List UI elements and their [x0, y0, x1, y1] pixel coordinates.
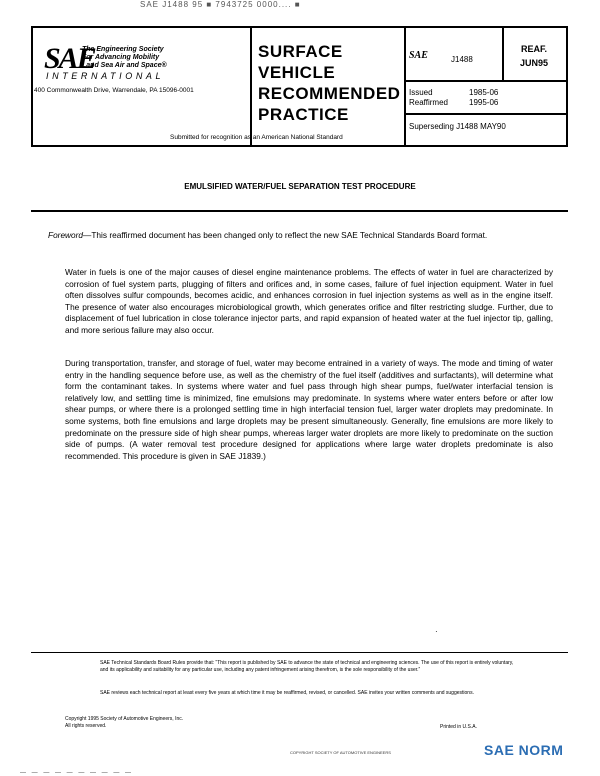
paragraph: Water in fuels is one of the major causes of diesel engine maintenance problems. The effects of water in fuel are characterized by corrosion of fuel system parts, plugging of filters and orifices and, in some cases, failure of fuel injection equipment. Water in fuel often dissolves sulfur compounds, becomes acidic, and enhances corrosion in fuel injection systems as well as in the engine itself. The presence of water also encourages microbiological growth, which generates orifice and filter restricting sludge. Further, due to displacement of fuel lubrication in close tolerance injector parts, and rapid expansion of heated water at the fuel injector tip, galling, and more serious failure may also occur.: [65, 267, 553, 335]
foreword: Foreword—This reaffirmed document has been changed only to reflect the new SAE Technical Standards Board format.: [48, 230, 488, 240]
society-tagline: The Engineering Society For Advancing Mobility Land Sea Air and Space®: [82, 46, 167, 69]
footer-rules-note: SAE Technical Standards Board Rules provide that: “This report is published by SAE to advance the state of technical and engineering sciences. The use of this report is entirely voluntary, and its applicability and suitability for any particular use, including any patent infringement arising therefrom, is the sole responsibility of the user.”: [100, 660, 514, 673]
bottom-scan-line: — — — — — — — — — —: [20, 770, 134, 776]
scan-mark: ·: [435, 627, 438, 636]
foreword-label: Foreword: [48, 230, 84, 240]
document-title: EMULSIFIED WATER/FUEL SEPARATION TEST PROCEDURE: [184, 182, 416, 191]
sae-logo: SAE: [44, 42, 95, 75]
doc-number: J1488: [451, 55, 473, 64]
header-divider: [404, 113, 568, 115]
superseding: Superseding J1488 MAY90: [409, 122, 506, 131]
footer-review-note: SAE reviews each technical report at least every five years at which time it may be reaffirmed, revised, or cancelled. SAE invites your written comments and suggestions.: [100, 690, 474, 696]
scan-header: SAE J1488 95 ■ 7943725 0000.... ■: [140, 0, 301, 9]
document-type-title: SURFACE VEHICLE RECOMMENDED PRACTICE: [258, 42, 401, 124]
issue-dates: Issued 1985-06 Reaffirmed 1995-06: [409, 88, 499, 107]
printed-in: Printed in U.S.A.: [440, 724, 477, 730]
title-rule: [31, 210, 568, 212]
sae-norm-watermark: SAE NORM: [484, 742, 564, 758]
header-divider: [502, 26, 504, 82]
international-label: INTERNATIONAL: [46, 71, 165, 81]
sae-mark: SAE: [409, 50, 428, 61]
footer-rule: [31, 652, 568, 653]
header-divider: [404, 26, 406, 147]
paragraph: During transportation, transfer, and storage of fuel, water may become entrained in a variety of ways. The mode and timing of water entry in the handling sequence before use, as well as the chemistry of the fuel itself (additives and surfactants), will determine what form the contaminant takes. In systems where water and fuel pass through high shear pumps, fuel/water interfacial tension is relatively low, and settling time is minimized, fine emulsions may predominate. In systems where water enters before or after low shear pumps, or where there is a prolonged settling time in high interfacial tension fuel, larger water droplets may predominate. In some systems, both fine emulsions and large droplets may be present simultaneously. Generally, fine emulsions are more likely to predominate on the pressure side of high shear pumps, whereas larger water droplets are more likely to predominate on the suction side of pumps. (A water removal test procedure designed for applications where large water droplets predominate is also recommended. This procedure is given in SAE J1839.): [65, 358, 553, 461]
header-divider: [404, 80, 568, 82]
page-footer-text: COPYRIGHT SOCIETY OF AUTOMOTIVE ENGINEERS: [290, 750, 391, 755]
copyright: Copyright 1995 Society of Automotive Engineers, Inc. All rights reserved.: [65, 716, 184, 729]
reaffirmed-stamp: REAF. JUN95: [519, 44, 548, 68]
recognition-note: Submitted for recognition as an American National Standard: [170, 134, 343, 141]
address: 400 Commonwealth Drive, Warrendale, PA 15096-0001: [34, 87, 194, 94]
header-divider: [250, 26, 252, 147]
